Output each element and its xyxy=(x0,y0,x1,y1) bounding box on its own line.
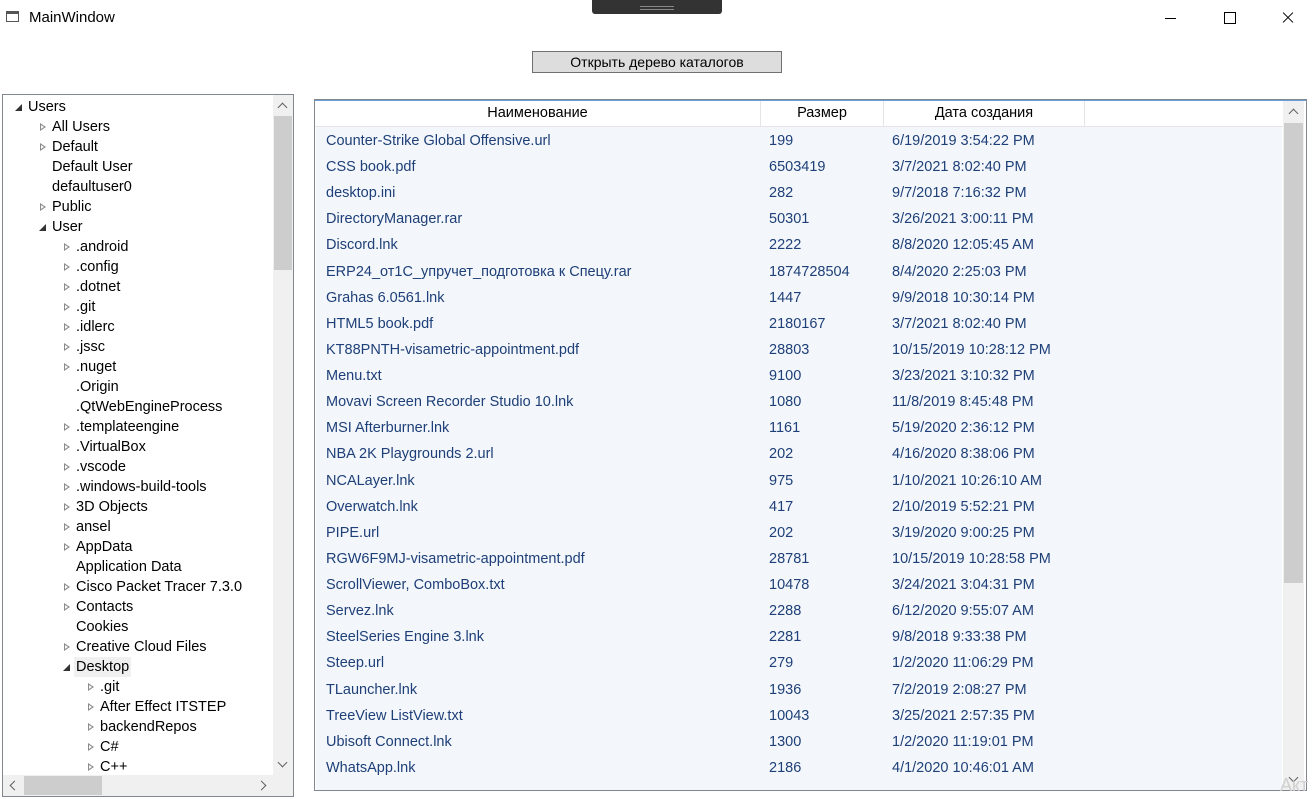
file-size-cell: 2288 xyxy=(769,603,802,620)
list-row[interactable] xyxy=(316,206,1282,232)
close-button[interactable] xyxy=(1258,0,1315,36)
collapsed-arrow-icon[interactable] xyxy=(62,277,72,297)
file-name-cell: DirectoryManager.rar xyxy=(326,211,463,228)
file-date-cell: 10/15/2019 10:28:12 PM xyxy=(892,341,1051,358)
collapsed-arrow-icon[interactable] xyxy=(62,517,72,537)
file-name-cell: RGW6F9MJ-visametric-appointment.pdf xyxy=(326,550,585,567)
tree-spacer xyxy=(62,557,72,577)
file-date-cell: 11/8/2019 8:45:48 PM xyxy=(892,394,1034,411)
file-size-cell: 282 xyxy=(769,185,794,202)
file-name-cell: TLauncher.lnk xyxy=(326,681,418,698)
file-name-cell: ERP24_от1С_упручет_подготовка к Спецу.rar xyxy=(326,263,632,280)
file-size-cell: 1300 xyxy=(769,733,802,750)
scroll-up-icon[interactable] xyxy=(1283,101,1304,121)
file-name-cell: Counter-Strike Global Offensive.url xyxy=(326,133,551,149)
tree-item-label: After Effect ITSTEP xyxy=(100,699,227,715)
collapsed-arrow-icon[interactable] xyxy=(86,757,96,775)
activation-watermark: Акт xyxy=(1280,775,1309,795)
tree-horizontal-scrollbar[interactable] xyxy=(3,775,273,796)
window-app-icon xyxy=(6,11,19,22)
file-size-cell: 2186 xyxy=(769,759,802,776)
scroll-thumb[interactable] xyxy=(1284,123,1303,583)
file-name-cell: PIPE.url xyxy=(326,524,380,541)
tree-item-label: Cookies xyxy=(76,619,129,635)
collapsed-arrow-icon[interactable] xyxy=(62,637,72,657)
file-name-cell: Discord.lnk xyxy=(326,237,398,254)
tree-item-label: .vscode xyxy=(76,459,126,475)
file-date-cell: 6/12/2020 9:55:07 AM xyxy=(892,603,1034,620)
list-row[interactable] xyxy=(316,572,1282,598)
tree-item-label: .QtWebEngineProcess xyxy=(76,399,223,415)
collapsed-arrow-icon[interactable] xyxy=(62,537,72,557)
file-size-cell: 202 xyxy=(769,524,794,541)
file-date-cell: 3/24/2021 3:04:31 PM xyxy=(892,577,1035,594)
scrollbar-corner xyxy=(273,775,293,796)
list-row[interactable] xyxy=(316,468,1282,494)
tree-item-label: User xyxy=(52,219,83,235)
file-size-cell: 1080 xyxy=(769,394,802,411)
file-name-cell: Grahas 6.0561.lnk xyxy=(326,289,445,306)
list-row[interactable] xyxy=(316,650,1282,676)
collapsed-arrow-icon[interactable] xyxy=(38,197,48,217)
file-date-cell: 5/19/2020 2:36:12 PM xyxy=(892,420,1035,437)
collapsed-arrow-icon[interactable] xyxy=(86,697,96,717)
tree-item-label: .git xyxy=(76,299,96,315)
file-name-cell: CSS book.pdf xyxy=(326,159,416,176)
file-size-cell: 279 xyxy=(769,655,794,672)
file-name-cell: WhatsApp.lnk xyxy=(326,759,416,776)
list-row[interactable] xyxy=(316,546,1282,572)
file-name-cell: Overwatch.lnk xyxy=(326,498,418,515)
file-date-cell: 8/4/2020 2:25:03 PM xyxy=(892,263,1027,280)
collapsed-arrow-icon[interactable] xyxy=(62,257,72,277)
collapsed-arrow-icon[interactable] xyxy=(86,717,96,737)
window-title: MainWindow xyxy=(29,9,115,26)
tree-item-label: Default User xyxy=(52,159,133,175)
scroll-thumb[interactable] xyxy=(274,116,292,270)
tree-item-label: Application Data xyxy=(76,559,182,575)
open-directory-tree-button[interactable]: Открыть дерево каталогов xyxy=(532,51,782,73)
list-row[interactable] xyxy=(316,703,1282,729)
tree-spacer xyxy=(38,177,48,197)
list-row[interactable] xyxy=(316,494,1282,520)
file-size-cell: 2222 xyxy=(769,237,802,254)
tree-item-label: .VirtualBox xyxy=(76,439,146,455)
file-date-cell: 1/2/2020 11:19:01 PM xyxy=(892,733,1034,750)
file-date-cell: 2/10/2019 5:52:21 PM xyxy=(892,498,1035,515)
collapsed-arrow-icon[interactable] xyxy=(62,497,72,517)
file-date-cell: 9/8/2018 9:33:38 PM xyxy=(892,629,1027,646)
file-date-cell: 9/9/2018 10:30:14 PM xyxy=(892,289,1035,306)
file-name-cell: Ubisoft Connect.lnk xyxy=(326,733,452,750)
file-size-cell: 1161 xyxy=(769,420,801,437)
file-name-cell: desktop.ini xyxy=(326,185,396,202)
list-row[interactable] xyxy=(316,755,1282,781)
tree-item-label: Creative Cloud Files xyxy=(76,639,207,655)
file-size-cell: 2281 xyxy=(769,629,802,646)
tree-item-label: Default xyxy=(52,139,98,155)
collapsed-arrow-icon[interactable] xyxy=(38,137,48,157)
list-row[interactable] xyxy=(316,337,1282,363)
tree-item-label: backendRepos xyxy=(100,719,197,735)
list-row[interactable] xyxy=(316,232,1282,258)
minimize-button[interactable] xyxy=(1142,0,1200,36)
tree-vertical-scrollbar[interactable] xyxy=(273,95,293,775)
file-date-cell: 1/10/2021 10:26:10 AM xyxy=(892,472,1042,489)
tree-item-label: defaultuser0 xyxy=(52,179,132,195)
list-rows xyxy=(316,127,1282,790)
tree-item-label: .idlerc xyxy=(76,319,115,335)
scroll-up-icon[interactable] xyxy=(273,95,293,115)
file-size-cell: 6503419 xyxy=(769,159,826,176)
list-row[interactable] xyxy=(316,677,1282,703)
list-row[interactable] xyxy=(316,154,1282,180)
expanded-arrow-icon[interactable] xyxy=(38,217,48,237)
file-size-cell: 1874728504 xyxy=(769,263,850,280)
scroll-thumb[interactable] xyxy=(24,776,102,795)
column-header-size[interactable]: Размер xyxy=(761,101,884,126)
file-name-cell: MSI Afterburner.lnk xyxy=(326,420,450,437)
collapsed-arrow-icon[interactable] xyxy=(62,457,72,477)
tree-item-label: All Users xyxy=(52,119,111,135)
list-row[interactable] xyxy=(316,259,1282,285)
file-size-cell: 10478 xyxy=(769,577,810,594)
file-date-cell: 1/2/2020 11:06:29 PM xyxy=(892,655,1034,672)
tree-item-label: .Origin xyxy=(76,379,119,395)
column-header-name[interactable]: Наименование xyxy=(315,101,761,126)
tree-spacer xyxy=(62,377,72,397)
tree-item-label: C# xyxy=(100,739,119,755)
collapsed-arrow-icon[interactable] xyxy=(62,297,72,317)
tree-item-label: C++ xyxy=(100,759,128,775)
tree-item-label: ansel xyxy=(76,519,111,535)
file-name-cell: TreeView ListView.txt xyxy=(326,707,463,724)
list-header xyxy=(315,101,1283,127)
file-date-cell: 3/26/2021 3:00:11 PM xyxy=(892,211,1034,228)
list-row[interactable] xyxy=(316,311,1282,337)
file-name-cell: ScrollViewer, ComboBox.txt xyxy=(326,577,505,594)
tree-item-label: AppData xyxy=(76,539,133,555)
file-name-cell: Steep.url xyxy=(326,655,385,672)
list-row[interactable] xyxy=(316,624,1282,650)
file-name-cell: Menu.txt xyxy=(326,368,382,385)
directory-tree[interactable] xyxy=(2,94,294,797)
file-size-cell: 199 xyxy=(769,133,794,149)
file-date-cell: 7/2/2019 2:08:27 PM xyxy=(892,681,1027,698)
collapsed-arrow-icon[interactable] xyxy=(62,237,72,257)
file-date-cell: 8/8/2020 12:05:45 AM xyxy=(892,237,1034,254)
file-size-cell: 2180167 xyxy=(769,315,826,332)
file-size-cell: 28803 xyxy=(769,341,810,358)
title-bar[interactable] xyxy=(0,0,1315,36)
list-vertical-scrollbar[interactable] xyxy=(1283,101,1304,790)
file-date-cell: 3/7/2021 8:02:40 PM xyxy=(892,159,1027,176)
list-row[interactable] xyxy=(316,520,1282,546)
file-name-cell: KT88PNTH-visametric-appointment.pdf xyxy=(326,341,580,358)
collapsed-arrow-icon[interactable] xyxy=(62,417,72,437)
tree-item-label: .dotnet xyxy=(76,279,121,295)
tree-item-label: .git xyxy=(100,679,120,695)
scroll-right-icon[interactable] xyxy=(253,775,273,796)
file-size-cell: 202 xyxy=(769,446,794,463)
collapsed-arrow-icon[interactable] xyxy=(38,117,48,137)
tree-item-label: Cisco Packet Tracer 7.3.0 xyxy=(76,579,243,595)
tree-spacer xyxy=(38,157,48,177)
tree-item-label: 3D Objects xyxy=(76,499,148,515)
scroll-left-icon[interactable] xyxy=(3,775,23,796)
tree-item-label: Desktop xyxy=(76,659,130,675)
file-size-cell: 1936 xyxy=(769,681,802,698)
tree-item-label: .windows-build-tools xyxy=(76,479,207,495)
tree-item-label: Users xyxy=(28,99,66,115)
list-row[interactable] xyxy=(316,285,1282,311)
tree-item-label: .android xyxy=(76,239,129,255)
file-size-cell: 1447 xyxy=(769,289,802,306)
tree-spacer xyxy=(62,397,72,417)
list-row[interactable] xyxy=(316,363,1282,389)
file-name-cell: Servez.lnk xyxy=(326,603,394,620)
collapsed-arrow-icon[interactable] xyxy=(62,357,72,377)
file-name-cell: Movavi Screen Recorder Studio 10.lnk xyxy=(326,394,574,411)
file-date-cell: 3/25/2021 2:57:35 PM xyxy=(892,707,1035,724)
list-row[interactable] xyxy=(316,415,1282,441)
scroll-down-icon[interactable] xyxy=(273,755,293,775)
file-list-view[interactable] xyxy=(314,99,1307,791)
collapsed-arrow-icon[interactable] xyxy=(62,577,72,597)
list-row[interactable] xyxy=(316,598,1282,624)
list-row[interactable] xyxy=(316,729,1282,755)
file-date-cell: 3/23/2021 3:10:32 PM xyxy=(892,368,1035,385)
expanded-arrow-icon[interactable] xyxy=(14,97,24,117)
tree-spacer xyxy=(62,617,72,637)
list-row[interactable] xyxy=(316,128,1282,154)
tree-item-label: .config xyxy=(76,259,119,275)
tree-items xyxy=(3,95,273,775)
file-size-cell: 28781 xyxy=(769,550,810,567)
collapsed-arrow-icon[interactable] xyxy=(62,477,72,497)
collapsed-arrow-icon[interactable] xyxy=(62,437,72,457)
file-date-cell: 6/19/2019 3:54:22 PM xyxy=(892,133,1035,149)
list-row[interactable] xyxy=(316,441,1282,467)
tree-item-label: .jssc xyxy=(76,339,105,355)
tree-item-label: .templateengine xyxy=(76,419,180,435)
file-date-cell: 3/7/2021 8:02:40 PM xyxy=(892,315,1027,332)
tree-item-label: Public xyxy=(52,199,92,215)
collapsed-arrow-icon[interactable] xyxy=(62,597,72,617)
drag-handle[interactable] xyxy=(592,0,722,14)
file-name-cell: HTML5 book.pdf xyxy=(326,315,434,332)
expanded-arrow-icon[interactable] xyxy=(62,657,72,677)
list-row[interactable] xyxy=(316,389,1282,415)
collapsed-arrow-icon[interactable] xyxy=(62,317,72,337)
file-size-cell: 10043 xyxy=(769,707,810,724)
file-size-cell: 417 xyxy=(769,498,794,515)
tree-item-label: Contacts xyxy=(76,599,134,615)
collapsed-arrow-icon[interactable] xyxy=(86,677,96,697)
file-date-cell: 4/16/2020 8:38:06 PM xyxy=(892,446,1035,463)
file-size-cell: 975 xyxy=(769,472,794,489)
file-date-cell: 9/7/2018 7:16:32 PM xyxy=(892,185,1027,202)
collapsed-arrow-icon[interactable] xyxy=(62,337,72,357)
file-name-cell: NCALayer.lnk xyxy=(326,472,415,489)
list-row[interactable] xyxy=(316,180,1282,206)
file-date-cell: 3/19/2020 9:00:25 PM xyxy=(892,524,1035,541)
file-date-cell: 10/15/2019 10:28:58 PM xyxy=(892,550,1051,567)
file-size-cell: 50301 xyxy=(769,211,810,228)
file-name-cell: SteelSeries Engine 3.lnk xyxy=(326,629,484,646)
tree-item-label: .nuget xyxy=(76,359,117,375)
maximize-button[interactable] xyxy=(1200,0,1258,36)
file-date-cell: 4/1/2020 10:46:01 AM xyxy=(892,759,1034,776)
file-size-cell: 9100 xyxy=(769,368,802,385)
column-header-date[interactable]: Дата создания xyxy=(884,101,1085,126)
collapsed-arrow-icon[interactable] xyxy=(86,737,96,757)
file-name-cell: NBA 2K Playgrounds 2.url xyxy=(326,446,494,463)
